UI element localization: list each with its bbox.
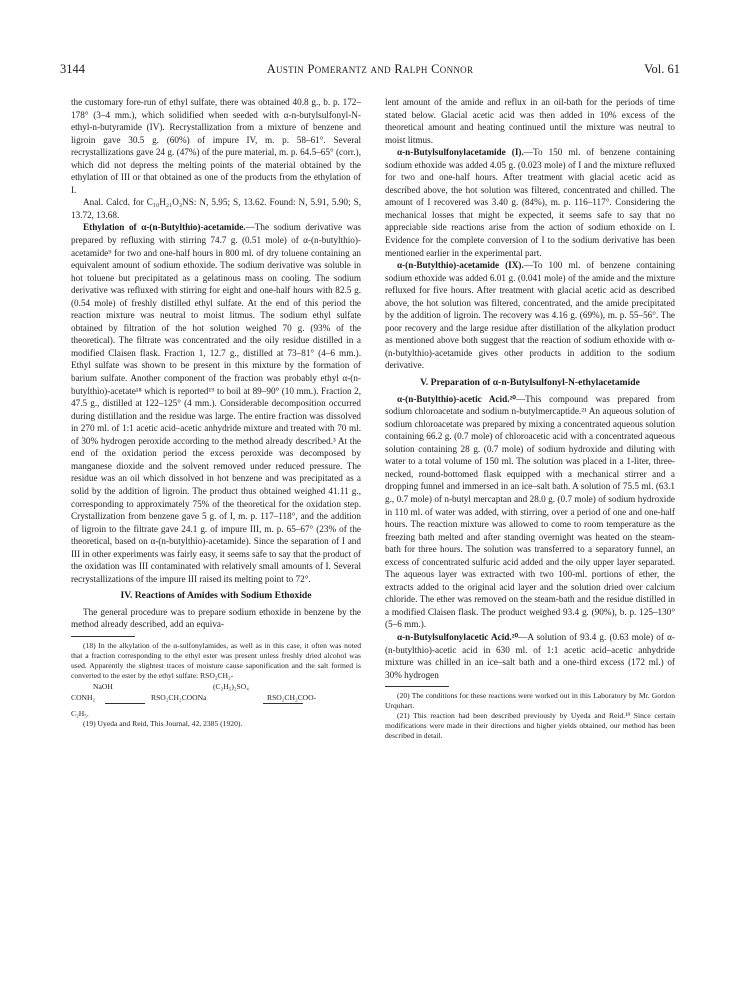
footnote: (19) Uyeda and Reid, This Journal, 42, 2385 (1920). (83, 718, 243, 728)
paragraph (385, 631, 675, 681)
paragraph-text: —To 150 ml. of benzene containing sodium ethoxide was added 4.05 g. (0.023 mole) of I and the mixture refluxed for two and one-half hours. After treatment with glacial acetic acid as described above, the hot solution was filtered, concentrated and chilled. The amount of I recovered was 3.40 g. (84%), m. p. 116–117°. Considering the mechanical losses that might be expected, it seems safe to say that no appreciable side reactions arise from the action of sodium ethoxide on I. Evidence for the complete conversion of I to the sodium derivative has been mentioned earlier in the experimental part. (385, 147, 676, 258)
footnote: (20) The conditions for these reactions were worked out in this Laboratory by Mr. Gordon Urquhart. (385, 691, 675, 711)
subheading: α-n-Butylsulfonylacetic Acid.²⁰ (397, 631, 519, 642)
subheading: α-(n-Butylthio)-acetic Acid.²⁰ (397, 393, 516, 404)
subheading: Ethylation of α-(n-Butylthio)-acetamide. (83, 222, 246, 233)
section-heading: IV. Reactions of Amides with Sodium Ethoxide (120, 590, 312, 602)
paragraph-text: —A solution of 93.4 g. (0.63 mole) of α-(n-butylthio)-acetic acid in 630 ml. of 1:1 acetic acid–acetic anhydride mixture was chilled in an ice–salt bath and a one-third excess (172 ml.) of 30% hydrogen (385, 631, 675, 680)
paragraph (71, 221, 361, 585)
left-column (71, 96, 361, 729)
subheading: α-(n-Butylthio)-acetamide (IX). (397, 260, 524, 271)
paragraph-text: —The sodium derivative was prepared by refluxing with stirring 74.7 g. (0.51 mole) of α-(n-butylthio)-acetamide⁹ for two and one-half hours in 800 ml. of dry toluene containing an equivalent amount of sodium ethoxide. The sodium derivative was soluble in hot toluene but precipitated as a gelatinous mass on cooling. The sodium derivative was refluxed with stirring for eight and one-half hours with 82.5 g. (0.54 mole) of freshly distilled ethyl sulfate. At the end of this period the reaction mixture was neutral to moist litmus. The sodium ethyl sulfate obtained by filtration of the hot solution weighed 70 g. (93% of the theoretical). The filtrate was concentrated and the oily residue distilled in a modified Claisen flask. Fraction 1, 12.7 g., distilled at 73–81° (4–6 mm.). Ethyl sulfate was shown to be present in this mixture by the formation of barium sulfate. Another component of the fraction was probably ethyl α-(n-butylthio)-acetate¹⁸ which is reported¹⁹ to boil at 89–90° (10 mm.). Fraction 2, 47.5 g., distilled at 122–125° (4 mm.). Considerable decomposition occurred during distillation and the residue was large. The entire fraction was dissolved in 270 ml. of 1:1 acetic acid–acetic anhydride mixture and treated with 70 ml. of 30% hydrogen peroxide according to the method already described.³ At the end of the oxidation period the excess peroxide was decomposed by manganese dioxide and the solvent removed under reduced pressure. The residue was an oil which dissolved in hot benzene and was precipitated as a solid by the addition of ligroin. The product thus obtained weighed 41.11 g., corresponding to approximately 75% of the theoretical for the oxidation step. Crystallization from benzene gave 5 g. of I, m. p. 117–118°, and the addition of ligroin to the filtrate gave 24.1 g. of impure III, m. p. 65–67° (23% of the theoretical, based on α-(n-butylthio)-acetamide). Since the separation of I and III in other experiments was fairly easy, it seems safe to say that the product of the oxidation was III contaminated with relatively small amounts of I. Several recrystallizations of the impure III raised its melting point to 72°. (71, 222, 361, 584)
footnote-divider (71, 636, 135, 637)
paragraph: The general procedure was to prepare sodium ethoxide in benzene by the method already described, add an equiva- (71, 606, 361, 630)
equation-term: CONH₂ (71, 692, 96, 702)
subheading: α-n-Butylsulfonylacetamide (I). (397, 147, 524, 158)
reaction-arrow (105, 703, 145, 704)
footnote: (18) In the alkylation of the α-sulfonylamides, as well as in this case, it often was noted that a fraction corresponding to the ethyl ester was present unless freshly dried alcohol was used. Apparently the slightest traces of moisture cause saponification and the salt formed is converted to the ester by the ethyl sulfate: RSO₂CH₂- (71, 640, 361, 680)
paragraph-text: —This compound was prepared from sodium chloroacetate and sodium n-butylmercaptide.²¹ An aqueous solution of sodium chloroacetate was prepared by mixing a concentrated aqueous solution containing 66.2 g. (0.7 mole) of chloroacetic acid with a concentrated aqueous solution containing 28 g. (0.7 mole) of sodium hydroxide and diluting with water to a total volume of 150 ml. The solution was placed in a 1-liter, three-necked, round-bottomed flask equipped with a mechanical stirrer and a dropping funnel and immersed in an ice–salt bath. A solution of 75.5 ml. (63.1 g., 0.7 mole) of n-butyl mercaptan and 28.0 g. (0.7 mole) of sodium hydroxide in 110 ml. of water was added, with stirring, over a period of one and one-half hours. The reaction mixture was allowed to come to room temperature as the freezing bath melted and after standing overnight was heated on the steam-bath for three hours. The solution was transferred to a separatory funnel, an excess of concentrated sulfuric acid added and the oily upper layer separated. The aqueous layer was extracted with two 100-ml. portions of ether, the extracts added to the original acid layer and the solution dried over calcium chloride. The ether was removed on the steam-bath and the residue distilled in a modified Claisen flask. The product weighed 93.4 g. (90%), b. p. 125–130° (5–6 mm.). (385, 393, 675, 630)
paragraph (385, 146, 675, 259)
equation-term: RSO₂CH₂COONa (151, 692, 207, 702)
footnote-divider (385, 686, 449, 687)
equation-term: RSO₂CH₂COO- (267, 692, 317, 702)
right-column (385, 96, 675, 741)
running-header (60, 62, 680, 80)
section-heading: V. Preparation of α-n-Butylsulfonyl-N-ethylacetamide (420, 377, 640, 389)
paragraph: the customary fore-run of ethyl sulfate, there was obtained 40.8 g., b. p. 172–178° (3–4 mm.), which solidified when seeded with α-n-butylsulfonyl-N-ethyl-n-butyramide (IV). Recrystallization from a mixture of benzene and ligroin gave 30.5 g. (60%) of impure IV, m. p. 58–61°. Several recrystallizations gave 24 g. (47%) of the pure material, m. p. 64.5–65° (corr.), which did not depress the melting points of the material obtained by the ethylation of III or that obtained as one of the products from the ethylation of I. (71, 97, 361, 195)
reaction-equation (71, 682, 361, 708)
footnote: (21) This reaction had been described previously by Uyeda and Reid.¹⁹ Since certain modifications were made in their directions and higher yields obtained, our method has been described in detail. (385, 711, 675, 741)
volume-label: Vol. 61 (644, 62, 680, 76)
analysis-paragraph: Anal. Calcd. for C₁₀H₂₁O₃NS: N, 5.95; S, 13.62. Found: N, 5.91, 5.90; S, 13.72, 13.68. (71, 197, 361, 220)
paragraph-text: —To 100 ml. of benzene containing sodium ethoxide was added 6.01 g. (0.041 mole) of the amide and the mixture refluxed for five hours. After treatment with glacial acetic acid as described above, the hot solution was filtered, concentrated, and the amide precipitated by the addition of ligroin. The recovery was 4.16 g. (69%), m. p. 55–56°. The poor recovery and the large residue after distillation of the alkylation product as mentioned above both suggest that the reaction of sodium ethoxide with α-(n-butylthio)-acetamide gives other products in addition to the sodium derivative. (385, 260, 676, 371)
page-number: 3144 (60, 62, 85, 76)
paragraph (385, 259, 675, 372)
reagent-label: (C₂H₅)₂SO₄ (213, 681, 249, 691)
paragraph (385, 393, 675, 631)
equation-tail: C₂H₅. (71, 708, 89, 718)
paragraph: lent amount of the amide and reflux in an oil-bath for the periods of time stated below. Glacial acetic acid was then added in 10% excess of the theoretical amount and heating continued until the mixture was neutral to moist litmus. (385, 97, 675, 145)
running-title: Austin Pomerantz and Ralph Connor (266, 62, 474, 76)
reagent-label: NaOH (93, 681, 113, 691)
